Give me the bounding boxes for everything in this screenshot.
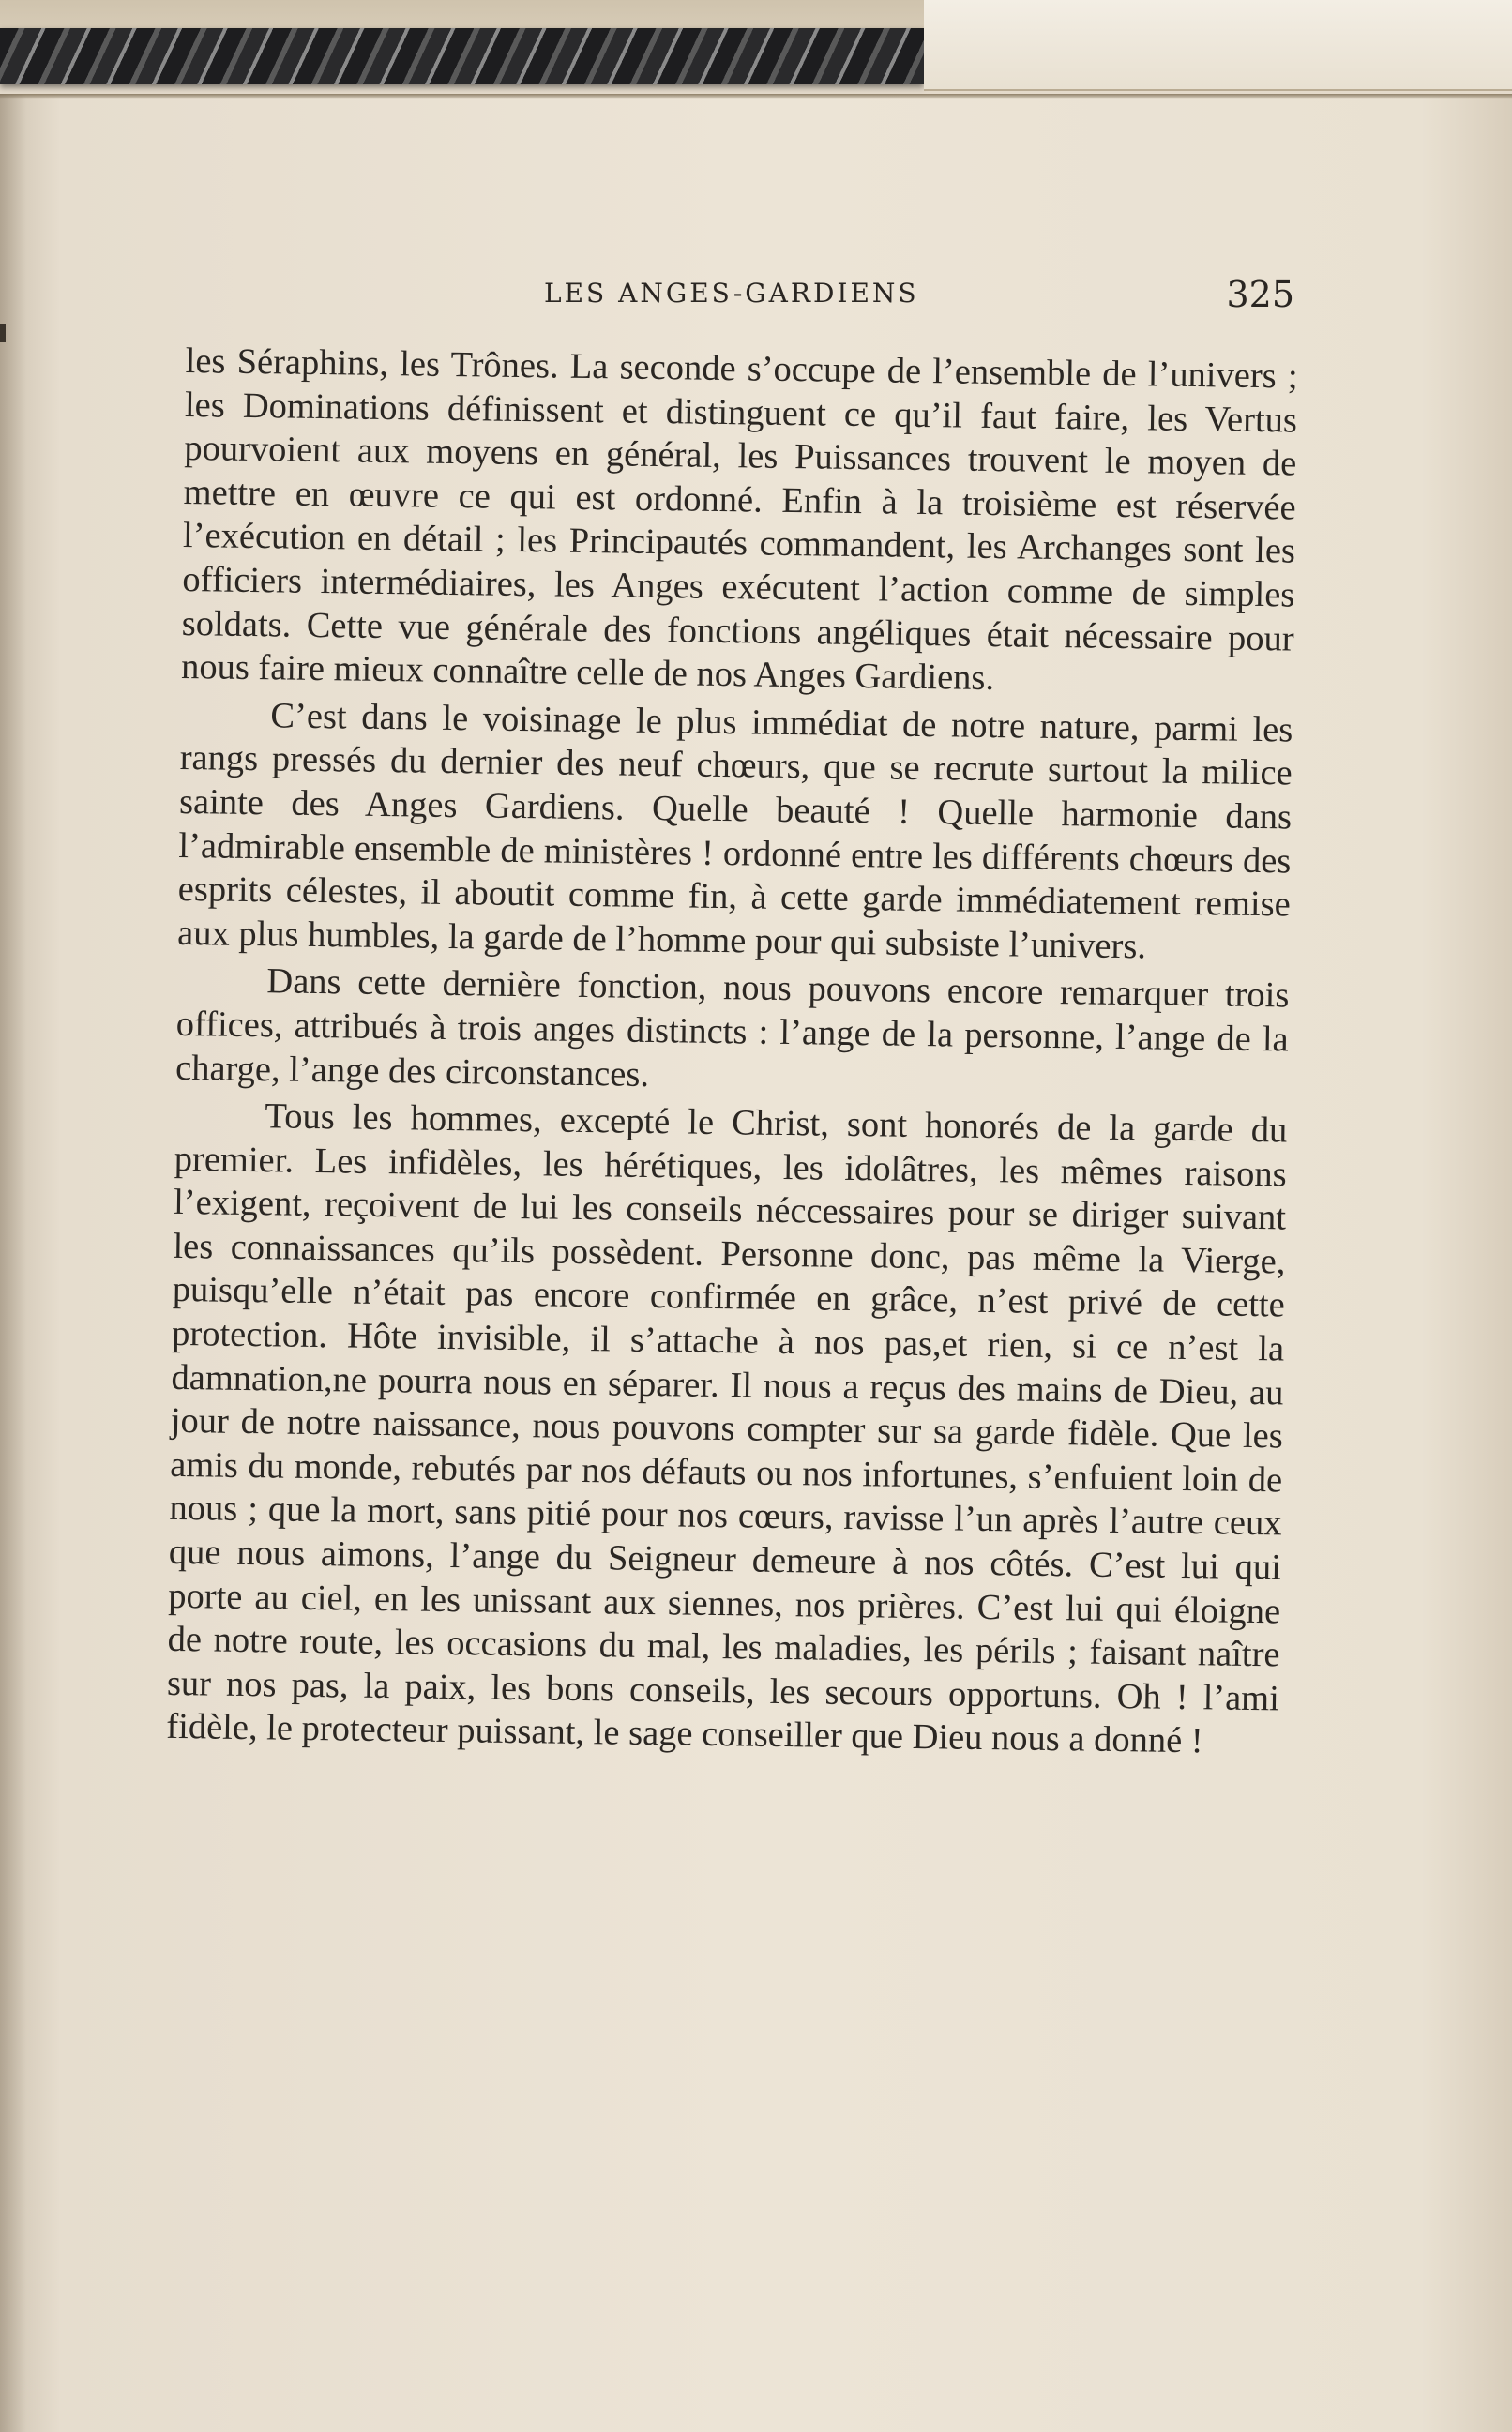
running-head <box>188 270 1304 326</box>
running-head-title: LES ANGES-GARDIENS <box>544 278 919 309</box>
page-number: 325 <box>1226 274 1294 315</box>
paragraph-3: Dans cette dernière fonction, nous pouvons encore remarquer trois offices, attribués à trois anges distincts : l’ange de la personne, l’ange de la charge, l’ange des circonstances. <box>174 961 1290 1095</box>
body-text <box>166 340 1298 1764</box>
paragraph-2: C’est dans le voisinage le plus immédiat de notre nature, parmi les rangs pressés du dernier des neuf chœurs, que se recrute surtout la milice sainte des Anges Gardiens. Quelle beauté ! Quelle harmonie dans l’admirable ensemble de ministères ! ordonné entre les différents chœurs des esprits célestes, il aboutit comme fin, à cette garde immédiatement remise aux plus humbles, la garde de l’homme pour qui subsiste l’univers. <box>176 696 1293 967</box>
paragraph-4: Tous les hommes, excepté le Christ, sont honorés de la garde du premier. Les infidèles, les hérétiques, les idolâtres, les mêmes raisons l’exigent, reçoivent de lui les conseils néccessaires pour se diriger suivant les connaissances qu’ils possèdent. Personne donc, pas même la Vierge, puisqu’elle n’était pas encore confirmée en grâce, n’est privé de cette protection. Hôte invisible, il s’attache à nos pas,et rien, si ce n’est la damnation,ne pourra nous en séparer. Il nous a reçus des mains de Dieu, au jour de notre naissance, nous pouvons compter sur sa garde fidèle. Que les amis du monde, rebutés par nos défauts ou nos infortunes, s’enfuient loin de nous ; que la mort, sans pitié pour nos cœurs, ravisse l’un après l’autre ceux que nous aimons, l’ange du Seigneur demeure à nos côtés. C’est lui qui porte au ciel, en les unissant aux siennes, nos prières. C’est lui qui éloigne de notre route, les occasions du mal, les maladies, les périls ; faisant naître sur nos pas, la paix, les bons conseils, les secours opportuns. Oh ! l’ami fidèle, le protecteur puissant, le sage conseiller que Dieu nous a donné ! <box>166 1096 1288 1761</box>
paragraph-1: les Séraphins, les Trônes. La seconde s’occupe de l’ensemble de l’univers ; les Dominations définissent et distinguent ce qu’il faut faire, les Vertus pourvoient aux moyens en général, les Puissances trouvent le moyen de mettre en œuvre ce qui est ordonné. Enfin à la troisième est réservée l’exécution en détail ; les Principautés commandent, les Archanges sont les officiers intermédiaires, les Anges exécutent l’action comme de simples soldats. Cette vue générale des fonctions angéliques était nécessaire pour nous faire mieux connaître celle de nos Anges Gardiens. <box>180 340 1298 699</box>
